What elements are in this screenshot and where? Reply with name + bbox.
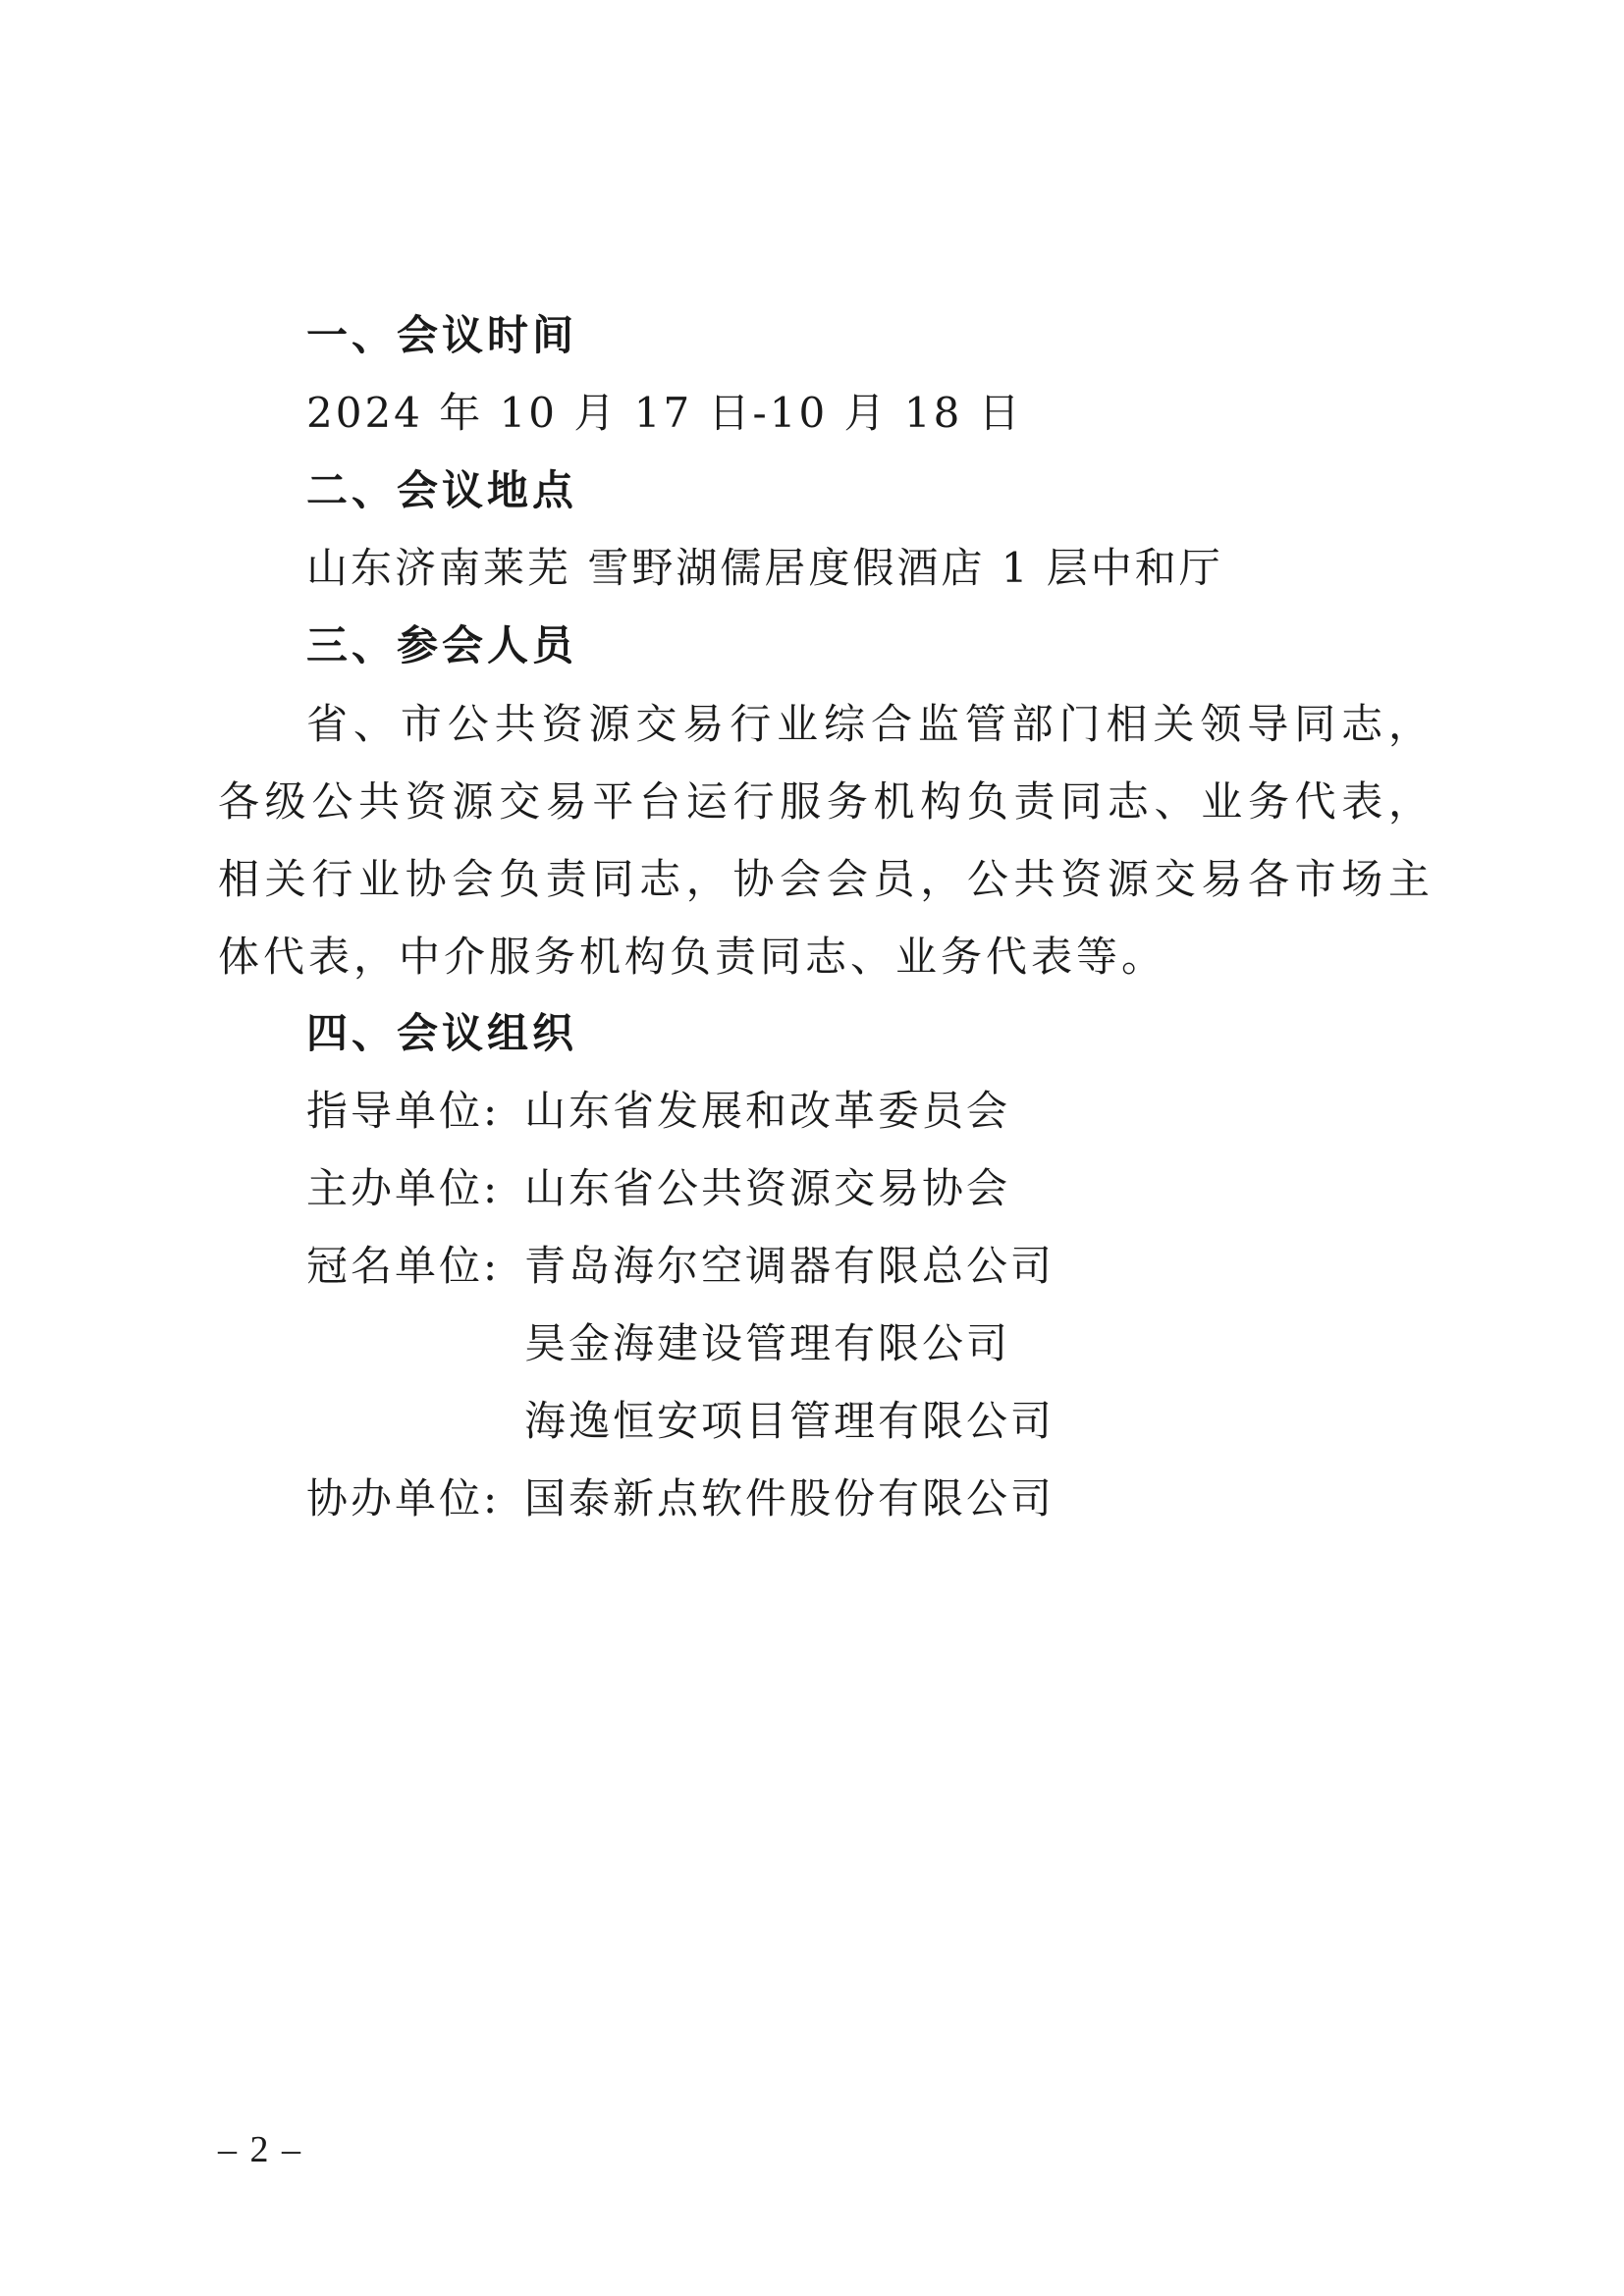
heading-attendees: 三、参会人员	[306, 621, 578, 669]
heading-meeting-location: 二、会议地点	[306, 466, 578, 514]
heading-meeting-organization: 四、会议组织	[306, 1009, 578, 1057]
page-number: – 2 –	[218, 2129, 302, 2170]
co-organizer-label: 协办单位:	[306, 1474, 501, 1522]
title-sponsor-row	[306, 1241, 1055, 1292]
meeting-time-text: 2024 年 10 月 17 日-10 月 18 日	[306, 389, 1023, 437]
host-unit-value: 山东省公共资源交易协会	[524, 1164, 1011, 1212]
title-sponsor-label: 冠名单位:	[306, 1242, 501, 1290]
title-sponsor-value: 海逸恒安项目管理有限公司	[524, 1397, 1056, 1445]
guide-unit-row	[306, 1086, 1010, 1137]
co-organizer-row	[306, 1473, 1055, 1524]
heading-meeting-time: 一、会议时间	[306, 311, 578, 359]
host-unit-row	[306, 1163, 1010, 1214]
host-unit-label: 主办单位:	[306, 1164, 501, 1212]
title-sponsor-value: 昊金海建设管理有限公司	[524, 1319, 1011, 1367]
guide-unit-value: 山东省发展和改革委员会	[524, 1087, 1011, 1135]
guide-unit-label: 指导单位:	[306, 1087, 501, 1135]
co-organizer-value: 国泰新点软件股份有限公司	[524, 1474, 1056, 1522]
attendees-paragraph: 省、市公共资源交易行业综合监管部门相关领导同志，各级公共资源交易平台运行服务机构负责同志、业务代表，相关行业协会负责同志，协会会员，公共资源交易各市场主体代表，中介服务机构负责同志、业务代表等。	[218, 700, 1434, 981]
meeting-location-text: 山东济南莱芜 雪野湖儒居度假酒店 1 层中和厅	[306, 544, 1223, 592]
title-sponsor-value: 青岛海尔空调器有限总公司	[524, 1242, 1056, 1290]
